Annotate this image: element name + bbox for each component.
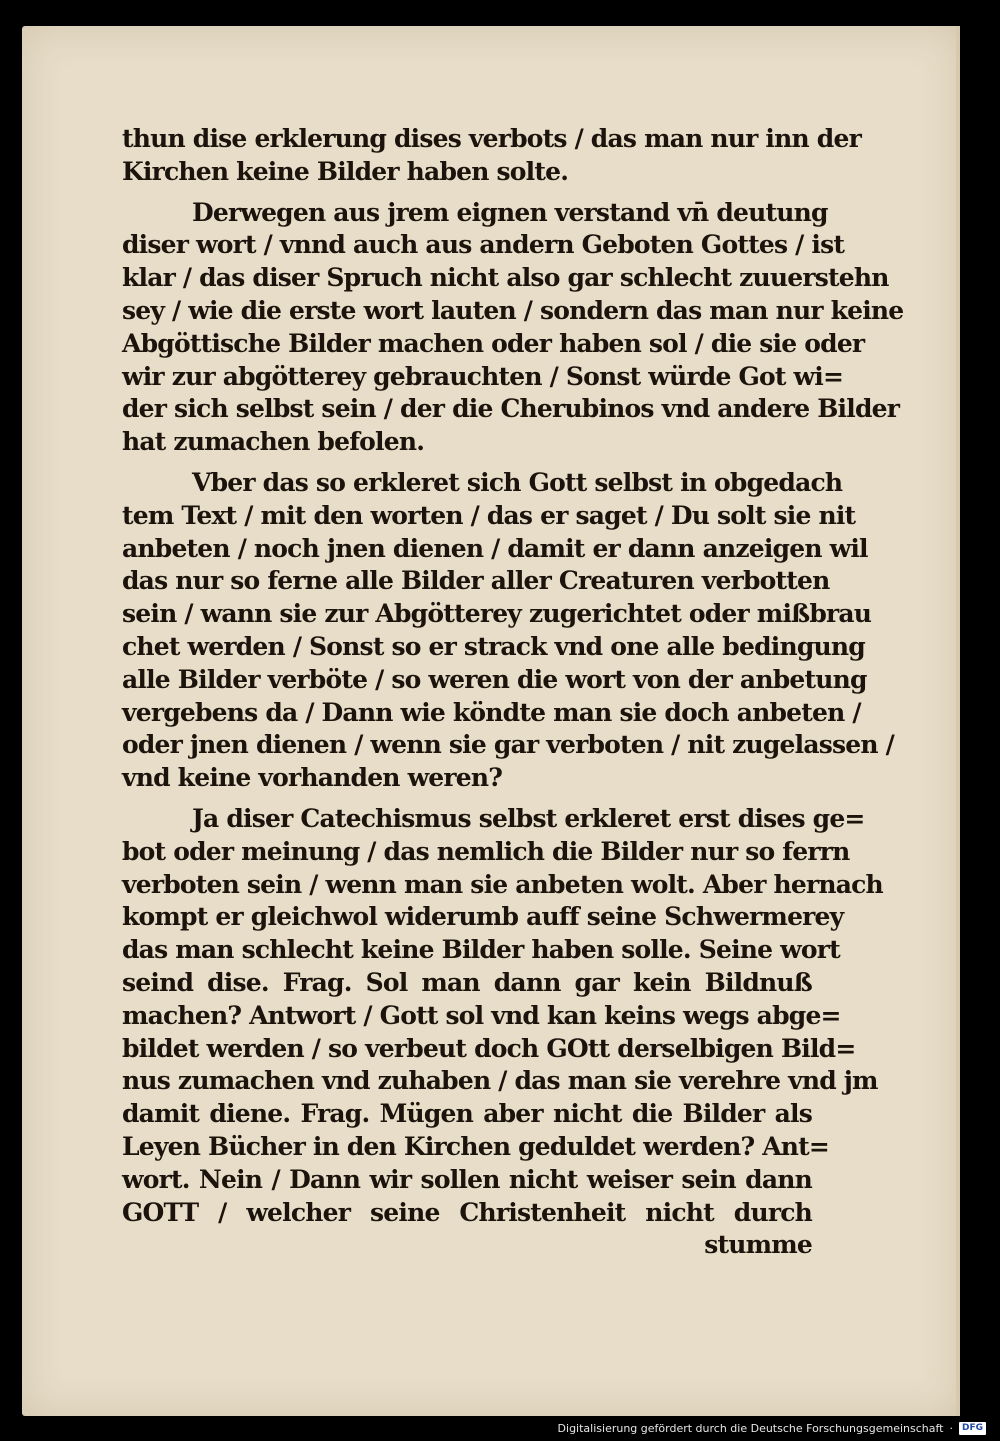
text-line: bildet werden / so verbeut doch GOtt derselbigen Bild= (122, 1033, 856, 1063)
text-line: vnd keine vorhanden weren? (122, 763, 503, 793)
text-line: chet werden / Sonst so er strack vnd one alle bedingung (122, 631, 865, 661)
dfg-logo: DFG (959, 1422, 986, 1435)
text-line: machen? Antwort / Gott sol vnd kan keins wegs abge= (122, 1000, 841, 1030)
text-line: hat zumachen befolen. (122, 427, 425, 457)
text-line: GOTT / welcher seine Christenheit nicht durch (122, 1197, 812, 1227)
text-line: Abgöttische Bilder machen oder haben sol / die sie oder (122, 328, 865, 358)
text-line: das man schlecht keine Bilder haben solle. Seine wort (122, 935, 840, 965)
text-line: anbeten / noch jnen dienen / damit er dann anzeigen wil (122, 533, 868, 563)
text-line: sein / wann sie zur Abgötterey zugerichtet oder mißbrau (122, 599, 872, 629)
text-line: tem Text / mit den worten / das er saget / Du solt sie nit (122, 500, 856, 530)
text-line: Derwegen aus jrem eignen verstand vn̄ deutung (192, 197, 828, 227)
text-line: wort. Nein / Dann wir sollen nicht weiser sein dann (122, 1164, 812, 1194)
text-line: sey / wie die erste wort lauten / sondern das man nur keine (122, 295, 904, 325)
credit-text: Digitalisierung gefördert durch die Deutsche Forschungsgemeinschaft (557, 1421, 944, 1435)
text-line: kompt er gleichwol widerumb auff seine Schwermerey (122, 902, 844, 932)
text-line: wir zur abgötterey gebrauchten / Sonst würde Got wi= (122, 361, 844, 391)
text-line: bot oder meinung / das nemlich die Bilder nur so ferrn (122, 836, 850, 866)
text-line: diser wort / vnnd auch aus andern Geboten Gottes / ist (122, 230, 845, 260)
text-line: nus zumachen vnd zuhaben / das man sie verehre vnd jm (122, 1066, 878, 1096)
text-line: der sich selbst sein / der die Cherubinos vnd andere Bilder (122, 394, 900, 424)
page-edge (956, 26, 960, 1416)
text-line: klar / das diser Spruch nicht also gar schlecht zuuerstehn (122, 263, 889, 293)
text-line: alle Bilder verböte / so weren die wort von der anbetung (122, 664, 867, 694)
text-line: das nur so ferne alle Bilder aller Creaturen verbotten (122, 566, 830, 596)
book-page (22, 26, 960, 1416)
text-line: vergebens da / Dann wie köndte man sie doch anbeten / (122, 697, 861, 727)
text-line: seind dise. Frag. Sol man dann gar kein Bildnuß (122, 967, 812, 997)
text-line: thun dise erklerung dises verbots / das man nur inn der (122, 124, 861, 153)
text-line: damit diene. Frag. Mügen aber nicht die Bilder als (122, 1099, 812, 1129)
text-line: Vber das so erkleret sich Gott selbst in obgedach (192, 467, 843, 497)
text-line: Kirchen keine Bilder haben solte. (122, 156, 569, 186)
text-line: oder jnen dienen / wenn sie gar verboten / nit zugelassen / (122, 730, 895, 760)
page-text (122, 123, 904, 1262)
catchword: stumme (704, 1230, 812, 1260)
text-line: Leyen Bücher in den Kirchen geduldet werden? Ant= (122, 1131, 830, 1161)
digitization-credit: Digitalisierung gefördert durch die Deutsche Forschungsgemeinschaft · DFG (558, 1419, 986, 1437)
text-line: Ja diser Catechismus selbst erkleret erst dises ge= (192, 803, 865, 833)
text-line: verboten sein / wenn man sie anbeten wolt. Aber hernach (122, 869, 883, 899)
